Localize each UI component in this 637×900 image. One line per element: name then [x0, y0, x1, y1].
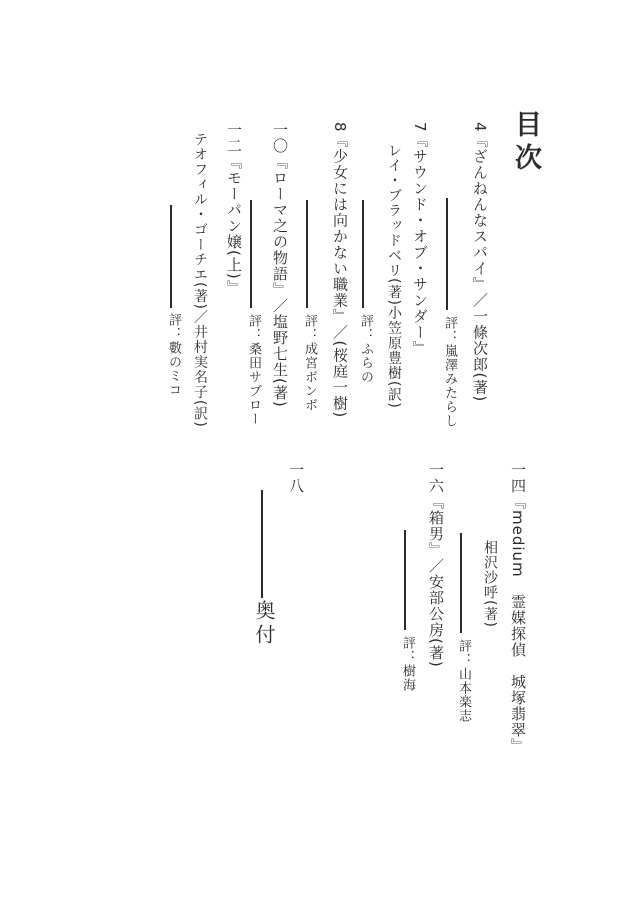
author: ／塩野七生(著): [271, 298, 289, 408]
book-title: 『モーパン嬢(上)』: [225, 154, 243, 296]
page-number: 一二: [225, 122, 243, 154]
reviewer: 評：桑田サブロー: [246, 314, 261, 426]
reviewer: 評：ふらの: [358, 314, 373, 384]
book-title: 『ローマ之の物語』: [271, 154, 289, 298]
book-title: 『箱男』: [427, 494, 445, 558]
okuzuke-label[interactable]: 奥付: [252, 600, 276, 648]
toc-entry-3[interactable]: [330, 122, 351, 418]
reviewer: 評：山本楽志: [456, 639, 471, 723]
reviewer: 評：數のミコ: [166, 313, 181, 397]
page-number: 4: [471, 122, 489, 133]
okuzuke-line: [261, 490, 263, 598]
toc-entry-1[interactable]: [470, 122, 491, 402]
reviewer: 評：嵐澤みたらし: [442, 316, 457, 428]
book-title: 『medium 霊媒探偵 城塚翡翠』: [509, 494, 527, 754]
page-number: 一八: [287, 462, 305, 494]
book-title: 『ざんねんなスパイ』: [471, 132, 489, 293]
page-number: 7: [411, 122, 429, 133]
page-number: 8: [331, 122, 349, 133]
author-line-6: 相沢沙呼(著): [482, 540, 498, 628]
page-number: 一〇: [271, 122, 289, 154]
reviewer: 評：成宮ボンボ: [302, 314, 317, 412]
toc-entry-6[interactable]: [508, 462, 529, 754]
toc-entry-7[interactable]: [426, 462, 447, 668]
toc-title: 目次: [510, 110, 541, 176]
author-line-2: レイ・ブラッドベリ(著)小笠原豊樹(訳): [386, 143, 402, 409]
page-number: 一六: [427, 462, 445, 494]
toc-entry-2[interactable]: [410, 122, 431, 357]
book-title: 『少女には向かない職業』: [331, 132, 349, 325]
toc-entry-4[interactable]: [270, 122, 291, 408]
author-line-5: テオフィル・ゴーチエ(著)／井村実名子(訳): [192, 132, 208, 428]
toc-entry-8[interactable]: [286, 462, 307, 494]
page-number: 一四: [509, 462, 527, 494]
toc-entry-5[interactable]: [224, 122, 245, 296]
book-title: 『サウンド・オブ・サンダー』: [411, 132, 429, 357]
author: ／(桜庭一樹): [331, 324, 349, 419]
reviewer: 評：樹海: [400, 636, 415, 692]
author: ／安部公房(著): [427, 558, 445, 668]
author: ／一條次郎(著): [471, 292, 489, 403]
